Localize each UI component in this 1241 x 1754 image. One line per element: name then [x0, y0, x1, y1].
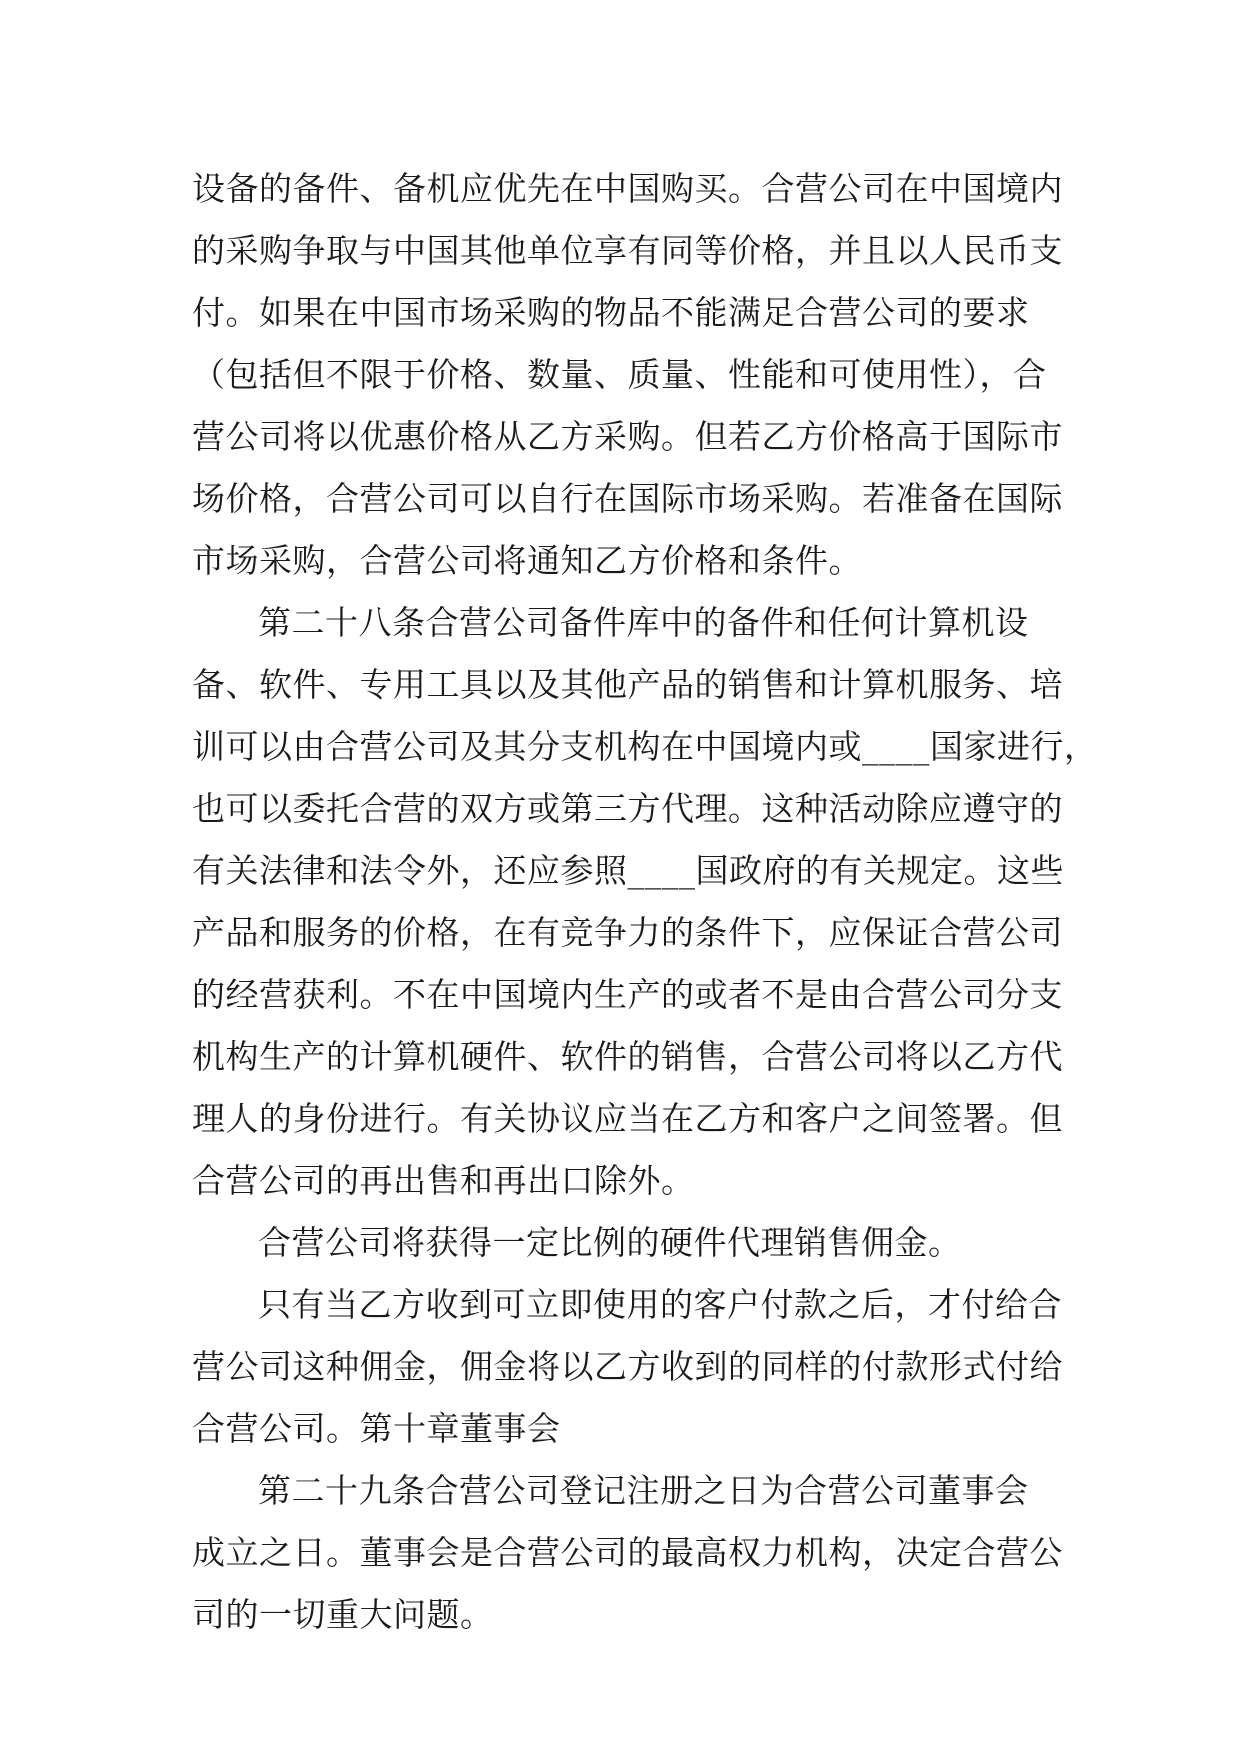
text-line: 备、软件、专用工具以及其他产品的销售和计算机服务、培 — [192, 665, 1063, 704]
text-line: 训可以由合营公司及其分支机构在中国境内或____国家进行， — [192, 727, 1098, 766]
text-line: 机构生产的计算机硬件、软件的销售，合营公司将以乙方代 — [192, 1037, 1063, 1076]
text-line: 产品和服务的价格，在有竞争力的条件下，应保证合营公司 — [192, 913, 1063, 952]
text-line: 司的一切重大问题。 — [192, 1595, 494, 1634]
text-line: 合营公司。第十章董事会 — [192, 1409, 561, 1448]
text-line: 也可以委托合营的双方或第三方代理。这种活动除应遵守的 — [192, 789, 1063, 828]
text-line: 营公司将以优惠价格从乙方采购。但若乙方价格高于国际市 — [192, 417, 1063, 456]
text-line: 有关法律和法令外，还应参照____国政府的有关规定。这些 — [192, 851, 1064, 890]
text-line: 理人的身份进行。有关协议应当在乙方和客户之间签署。但 — [192, 1099, 1063, 1138]
paragraph-start-line: 只有当乙方收到可立即使用的客户付款之后，才付给合 — [258, 1285, 1062, 1324]
paragraph-start-line: 第二十九条合营公司登记注册之日为合营公司董事会 — [258, 1471, 1029, 1510]
text-line: 市场采购，合营公司将通知乙方价格和条件。 — [192, 541, 862, 580]
text-line: 设备的备件、备机应优先在中国购买。合营公司在中国境内 — [192, 169, 1063, 208]
text-line: 营公司这种佣金，佣金将以乙方收到的同样的付款形式付给 — [192, 1347, 1063, 1386]
text-line: 场价格，合营公司可以自行在国际市场采购。若准备在国际 — [192, 479, 1063, 518]
text-line: 的经营获利。不在中国境内生产的或者不是由合营公司分支 — [192, 975, 1063, 1014]
text-line: 付。如果在中国市场采购的物品不能满足合营公司的要求 — [192, 293, 1030, 332]
document-body — [192, 158, 1098, 1646]
text-line: 的采购争取与中国其他单位享有同等价格，并且以人民币支 — [192, 231, 1063, 270]
text-line: 成立之日。董事会是合营公司的最高权力机构，决定合营公 — [192, 1533, 1063, 1572]
paragraph-start-line: 第二十八条合营公司备件库中的备件和任何计算机设 — [258, 603, 1029, 642]
paragraph-start-line: 合营公司将获得一定比例的硬件代理销售佣金。 — [258, 1223, 962, 1262]
text-line: （包括但不限于价格、数量、质量、性能和可使用性），合 — [192, 355, 1047, 394]
text-line: 合营公司的再出售和再出口除外。 — [192, 1161, 695, 1200]
